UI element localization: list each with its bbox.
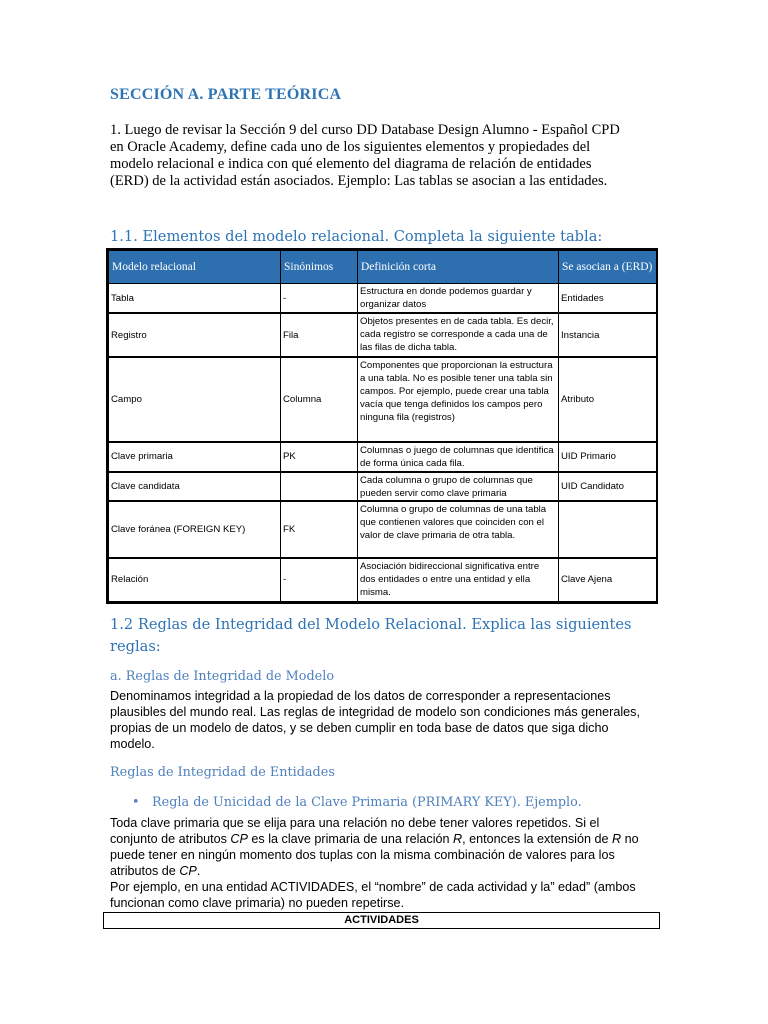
table-cell: Clave candidata [109, 472, 281, 501]
heading-entity-integrity: Reglas de Integridad de Entidades [110, 765, 335, 780]
table-row [109, 472, 657, 501]
intro-line: 1. Luego de revisar la Sección 9 del curso DD Database Design Alumno - Español CPD [110, 122, 620, 138]
text-span: es la clave primaria de una relación [247, 832, 454, 846]
column-header: Se asocian a (ERD) [559, 251, 657, 284]
table-cell: Relación [109, 558, 281, 602]
table-cell: Estructura en donde podemos guardar y organizar datos [358, 284, 559, 313]
table-row [109, 442, 657, 471]
column-header: Sinónimos [281, 251, 358, 284]
bullet-item-pk-rule [132, 795, 582, 810]
section-title: SECCIÓN A. PARTE TEÓRICA [110, 86, 342, 103]
heading-line: 1.2 Reglas de Integridad del Modelo Relacional. Explica las siguientes [110, 616, 632, 633]
table-cell: Atributo [559, 357, 657, 442]
table-cell: Registro [109, 313, 281, 357]
table-header-row [109, 251, 657, 284]
intro-line: en Oracle Academy, define cada uno de los siguientes elementos y propiedades del [110, 139, 591, 155]
italic-term: R [611, 832, 622, 846]
table-cell: Instancia [559, 313, 657, 357]
text-span: atributos de [110, 864, 180, 878]
paragraph-line [110, 831, 670, 847]
paragraph-line: puede tener en ningún momento dos tuplas con la misma combinación de valores para los [110, 848, 615, 862]
table-cell: Clave foránea (FOREIGN KEY) [109, 501, 281, 558]
table-row [109, 558, 657, 602]
table-cell: Entidades [559, 284, 657, 313]
table-cell: Objetos presentes en de cada tabla. Es decir, cada registro se corresponde a cada una de las filas de dicha tabla. [358, 313, 559, 357]
paragraph-line: modelo. [110, 737, 155, 751]
heading-model-integrity: a. Reglas de Integridad de Modelo [110, 669, 335, 684]
italic-term: CP [179, 864, 197, 878]
table-cell: Columna [281, 357, 358, 442]
table-cell: Cada columna o grupo de columnas que pueden servir como clave primaria [358, 472, 559, 501]
text-span: , entonces la extensión de [462, 832, 612, 846]
table-cell [559, 501, 657, 558]
activities-table-header: ACTIVIDADES [103, 912, 660, 929]
column-header: Definición corta [358, 251, 559, 284]
paragraph-line: propias de un modelo de datos, y se deben cumplir en toda base de datos que siga dicho [110, 721, 609, 735]
table-cell: Columnas o juego de columnas que identifica de forma única cada fila. [358, 442, 559, 471]
table-cell: Columna o grupo de columnas de una tabla que contienen valores que coinciden con el valor de clave primaria de otra tabla. [358, 501, 559, 558]
table-cell: Campo [109, 357, 281, 442]
table-row [109, 284, 657, 313]
table-cell: Clave Ajena [559, 558, 657, 602]
table-cell: Asociación bidireccional significativa entre dos entidades o entre una entidad y ella misma. [358, 558, 559, 602]
table-cell: UID Primario [559, 442, 657, 471]
italic-term: CP [230, 832, 248, 846]
model-integrity-paragraph [110, 688, 670, 752]
table-cell: Componentes que proporcionan la estructura a una tabla. No es posible tener una tabla sin campos. Por ejemplo, puede crear una tabla vacía que tenga definidos los campos pero ninguna fila (registros) [358, 357, 559, 442]
intro-line: (ERD) de la actividad están asociados. Ejemplo: Las tablas se asocian a las entidades. [110, 173, 608, 189]
table-cell: FK [281, 501, 358, 558]
paragraph-line: Denominamos integridad a la propiedad de los datos de corresponder a representaciones [110, 689, 611, 703]
italic-term: R [453, 832, 463, 846]
relational-model-table [106, 248, 658, 604]
intro-paragraph [110, 122, 650, 190]
text-span: . [196, 864, 201, 878]
paragraph-line: funcionan como clave primaria) no pueden repetirse. [110, 896, 405, 910]
pk-rule-paragraph [110, 815, 670, 911]
table-row [109, 357, 657, 442]
paragraph-line: Por ejemplo, en una entidad ACTIVIDADES, el “nombre” de cada actividad y la” edad” (ambos [110, 880, 636, 894]
paragraph-line: Toda clave primaria que se elija para una relación no debe tener valores repetidos. Si el [110, 816, 600, 830]
table-cell: UID Candidato [559, 472, 657, 501]
heading-integrity-rules [110, 614, 670, 658]
bullet-text: Regla de Unicidad de la Clave Primaria (PRIMARY KEY). Ejemplo. [152, 795, 582, 810]
text-span: no [621, 832, 639, 846]
table-cell: Fila [281, 313, 358, 357]
heading-line: reglas: [110, 638, 161, 655]
table-cell: - [281, 284, 358, 313]
paragraph-line: plausibles del mundo real. Las reglas de integridad de modelo son condiciones más generales, [110, 705, 640, 719]
table-cell: - [281, 558, 358, 602]
heading-relational-elements: 1.1. Elementos del modelo relacional. Completa la siguiente tabla: [110, 228, 603, 245]
table-cell: Tabla [109, 284, 281, 313]
table-row [109, 313, 657, 357]
intro-line: modelo relacional e indica con qué elemento del diagrama de relación de entidades [110, 156, 592, 172]
column-header: Modelo relacional [109, 251, 281, 284]
table-row [109, 501, 657, 558]
table-cell [281, 472, 358, 501]
text-span: conjunto de atributos [110, 832, 231, 846]
table-cell: PK [281, 442, 358, 471]
paragraph-line [110, 863, 670, 879]
bullet-icon: • [132, 795, 140, 810]
table-cell: Clave primaria [109, 442, 281, 471]
